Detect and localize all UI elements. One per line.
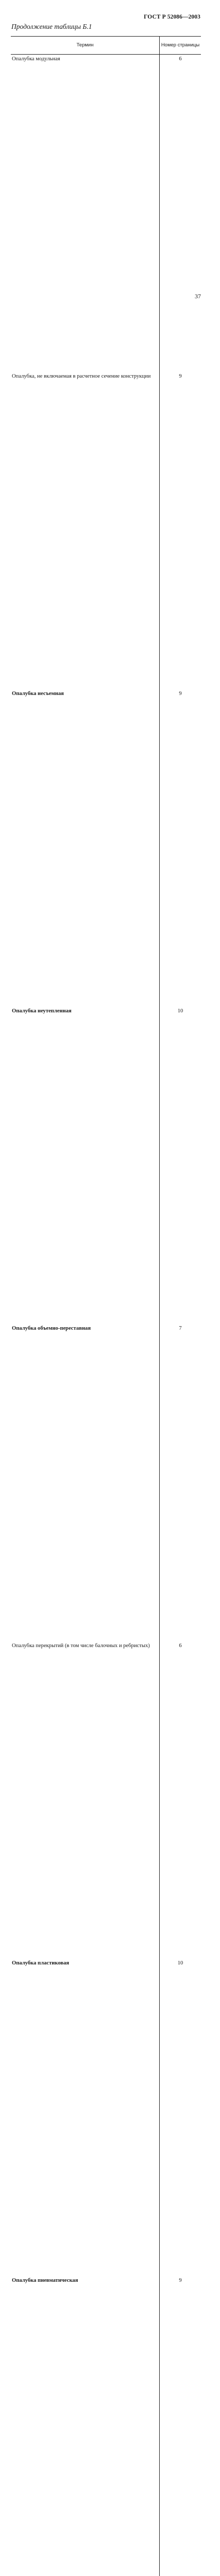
term-cell: Опалубка перекрытий (в том числе балочных и ребристых)	[11, 1643, 160, 1960]
page-number-cell: 9	[160, 374, 201, 691]
term-cell: Опалубка модульная	[11, 55, 160, 374]
page-number-cell: 6	[160, 55, 201, 374]
page-number-cell: 7	[160, 1326, 201, 1643]
table-row	[11, 691, 201, 1008]
terms-table	[11, 36, 201, 2576]
document-code: ГОСТ Р 52086—2003	[144, 14, 200, 20]
term-cell: Опалубка пневматическая	[11, 2278, 160, 2576]
column-header-term: Термин	[11, 37, 160, 55]
term-cell: Опалубка несъемная	[11, 691, 160, 1008]
table-row	[11, 374, 201, 691]
table-row	[11, 55, 201, 374]
table-caption: Продолжение таблицы Б.1	[11, 23, 92, 31]
page-number-cell: 9	[160, 691, 201, 1008]
table-row	[11, 1008, 201, 1326]
document-page	[0, 0, 220, 317]
term-cell: Опалубка объемно-переставная	[11, 1326, 160, 1643]
table-body	[11, 55, 201, 2576]
page-number-cell: 9	[160, 2278, 201, 2576]
table-row	[11, 2278, 201, 2576]
page-number: 37	[195, 293, 201, 300]
table-row	[11, 1960, 201, 2278]
page-number-cell: 10	[160, 1960, 201, 2278]
page-number-cell: 6	[160, 1643, 201, 1960]
page-number-cell: 10	[160, 1008, 201, 1326]
term-cell: Опалубка неутепленная	[11, 1008, 160, 1326]
column-header-page: Номер страницы	[160, 37, 201, 55]
table-header-row	[11, 37, 201, 55]
term-cell: Опалубка, не включаемая в расчетное сечение конструкции	[11, 374, 160, 691]
table-row	[11, 1643, 201, 1960]
term-cell: Опалубка пластиковая	[11, 1960, 160, 2278]
table-row	[11, 1326, 201, 1643]
